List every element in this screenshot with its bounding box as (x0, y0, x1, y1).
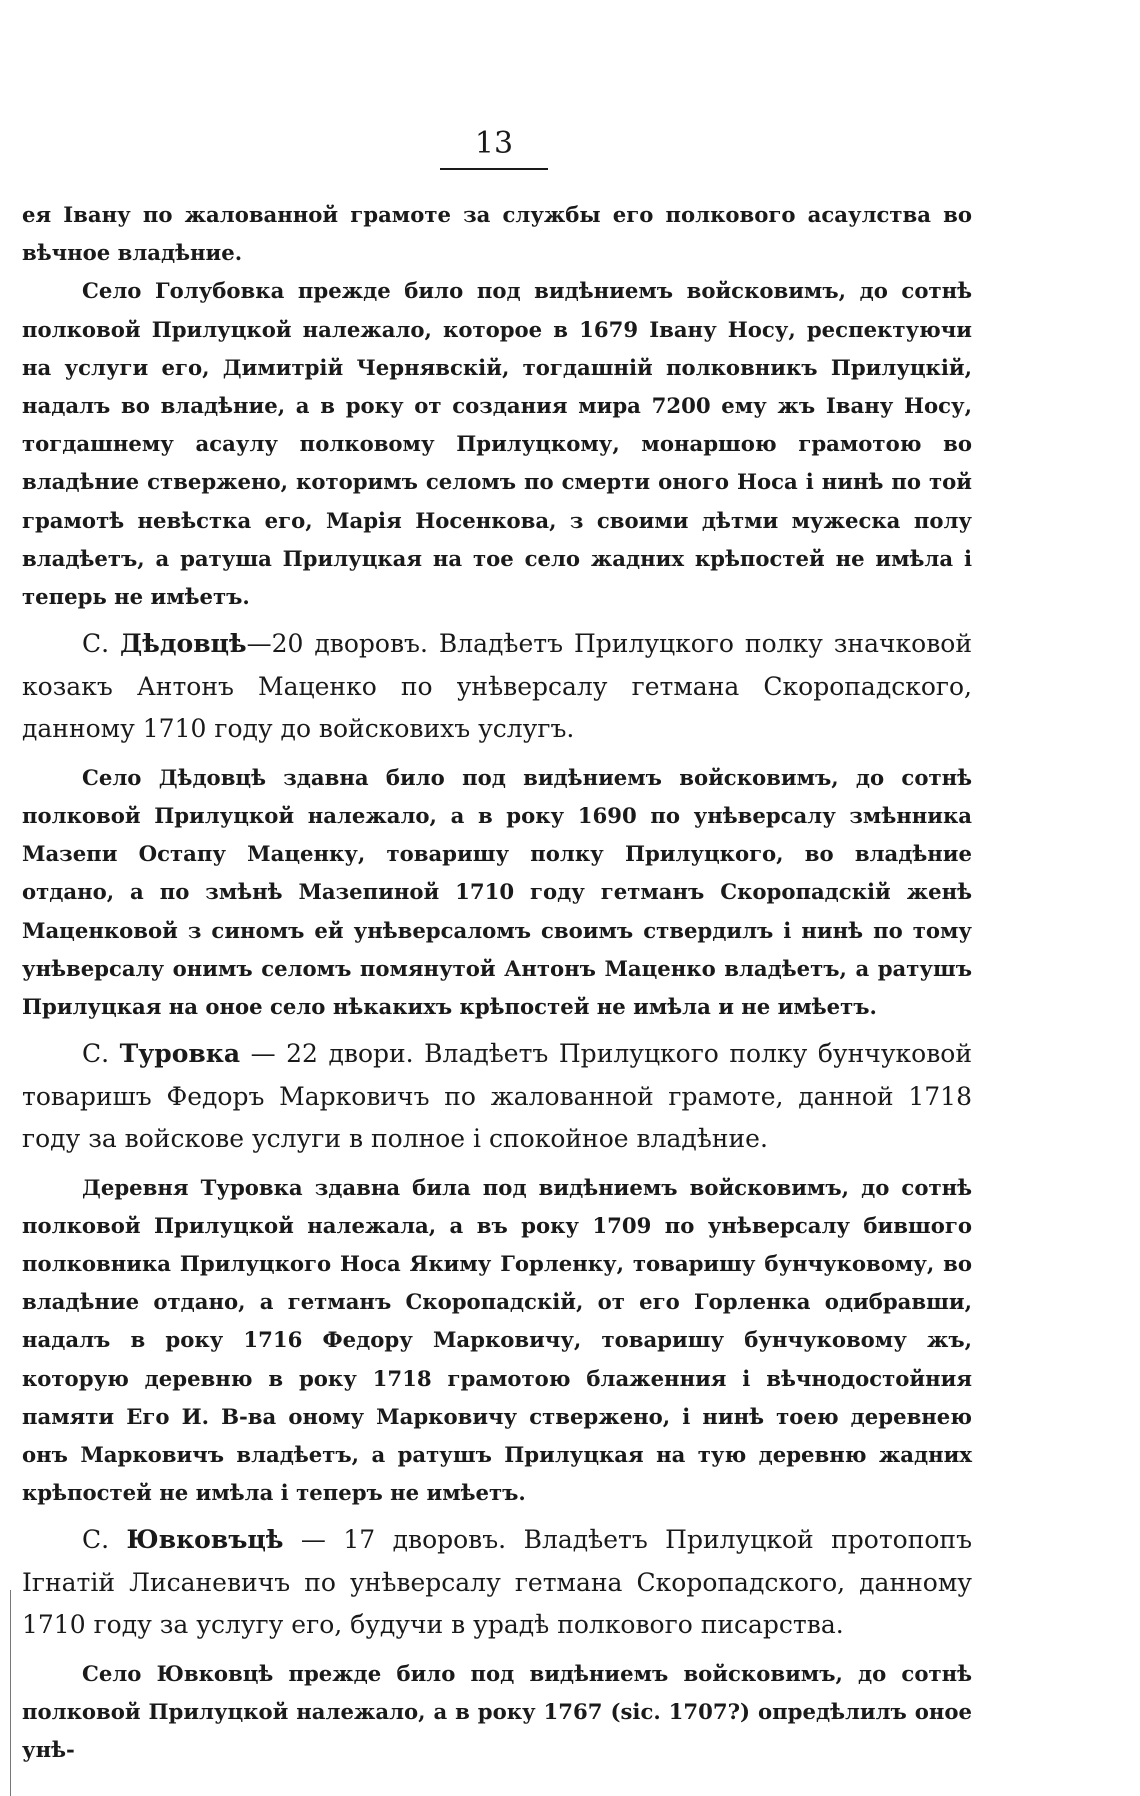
paragraph-text: прежде било под видѣниемъ войсковимъ, до сотнѣ полковой Прилуцкой належало, которое в 1679 Івану Носу, респектуючи на услуги его, Димитрій Чернявскій, тогдашній полковникъ Прилуцкій, надалъ во владѣние, а в року от создания мира 7200 ему жъ Івану Носу, тогдашнему асаулу полковому Прилуцкому, монаршою грамотою во владѣние ствержено, которимъ селомъ по смерти оного Носа і нинѣ по той грамотѣ невѣстка его, Марія Носенкова, з своими дѣтми мужеска полу владѣетъ, а ратуша Прилуцкая на тое село жадних крѣпостей не имѣла і теперь не имѣетъ. (22, 278, 972, 610)
entry-prefix: С. (82, 1525, 127, 1555)
place-name: Голубовка (155, 278, 285, 304)
place-name: Дѣдовцѣ (120, 629, 247, 659)
paragraph-text: Село (82, 1660, 157, 1686)
paragraph-dedovtse (22, 759, 972, 1026)
entry-dedovtse (22, 623, 972, 751)
paragraph-turovka (22, 1169, 972, 1513)
paragraph-continuation (22, 196, 972, 272)
scan-edge-line (10, 1590, 11, 1796)
paragraph-text: здавна било под видѣниемъ войсковимъ, до сотнѣ полковой Прилуцкой належало, а в року 1690 по унѣверсалу змѣнника Мазепи Остапу Маценку, товаришу полку Прилуцкого, во владѣние отдано, а по змѣнѣ Мазепиной 1710 году гетманъ Скоропадскій женѣ Маценковой з синомъ ей унѣверсаломъ своимъ ствердилъ і нинѣ по тому унѣверсалу онимъ селомъ помянутой Антонъ Маценко владѣетъ, а ратушъ Прилуцкая на оное село нѣкакихъ крѣпостей не имѣла и не имѣетъ. (22, 764, 972, 1019)
paragraph-text: Деревня (82, 1174, 201, 1200)
place-name: Туровка (200, 1174, 303, 1200)
entry-turovka (22, 1033, 972, 1161)
place-name: Ювковцѣ (156, 1660, 274, 1686)
paragraph-text: Село (82, 764, 159, 790)
entry-text: — 17 дворовъ. Владѣетъ Прилуцкой протопопъ Ігнатій Лисаневичъ по унѣверсалу гетмана Скоропадского, данному 1710 году за услугу его, будучи в урадѣ полкового писарства. (22, 1525, 972, 1640)
entry-yuvkovtse (22, 1519, 972, 1647)
entry-text: —20 дворовъ. Владѣетъ Прилуцкого полку значковой козакъ Антонъ Маценко по унѣверсалу гетмана Скоропадского, данному 1710 году до войсковихъ услугъ. (22, 629, 972, 744)
paragraph-text: здавна била под видѣниемъ войсковимъ, до сотнѣ полковой Прилуцкой належала, а въ року 1709 по унѣверсалу бившого полковника Прилуцкого Носа Якиму Горленку, товаришу бунчуковому, во владѣние отдано, а гетманъ Скоропадскій, от его Горленка одибравши, надалъ в року 1716 Федору Марковичу, товаришу бунчуковому жъ, которую деревню в року 1718 грамотою блаженния і вѣчнодостойния памяти Его И. В-ва оному Марковичу ствержено, і нинѣ тоею деревнею онъ Марковичъ владѣетъ, а ратушъ Прилуцкая на тую деревню жадних крѣпостей не имѣла і теперъ не имѣетъ. (22, 1174, 972, 1506)
place-name: Дѣдовцѣ (158, 764, 266, 790)
page-number-rule (440, 168, 548, 170)
entry-prefix: С. (82, 629, 121, 659)
paragraph-text: ея Івану по жалованной грамоте за службы его полкового асаулства во вѣчное владѣние. (22, 202, 972, 266)
place-name: Туровка (119, 1039, 241, 1069)
entry-text: — 22 двори. Владѣетъ Прилуцкого полку бунчуковой товаришъ Федоръ Марковичъ по жалованной грамоте, данной 1718 году за войскове услуги в полное і спокойное владѣние. (22, 1039, 973, 1154)
place-name: Ювковъцѣ (126, 1525, 284, 1555)
paragraph-text: прежде било под видѣниемъ войсковимъ, до сотнѣ полковой Прилуцкой належало, а в року 1767 (sic. 1707?) опредѣлилъ оное унѣ- (22, 1660, 972, 1763)
paragraph-text: Село (82, 278, 156, 304)
paragraph-yuvkovtse (22, 1655, 972, 1770)
paragraph-golubovka (22, 272, 972, 616)
page-number: 13 (474, 126, 514, 161)
entry-prefix: С. (82, 1039, 120, 1069)
page-text (22, 196, 972, 1770)
